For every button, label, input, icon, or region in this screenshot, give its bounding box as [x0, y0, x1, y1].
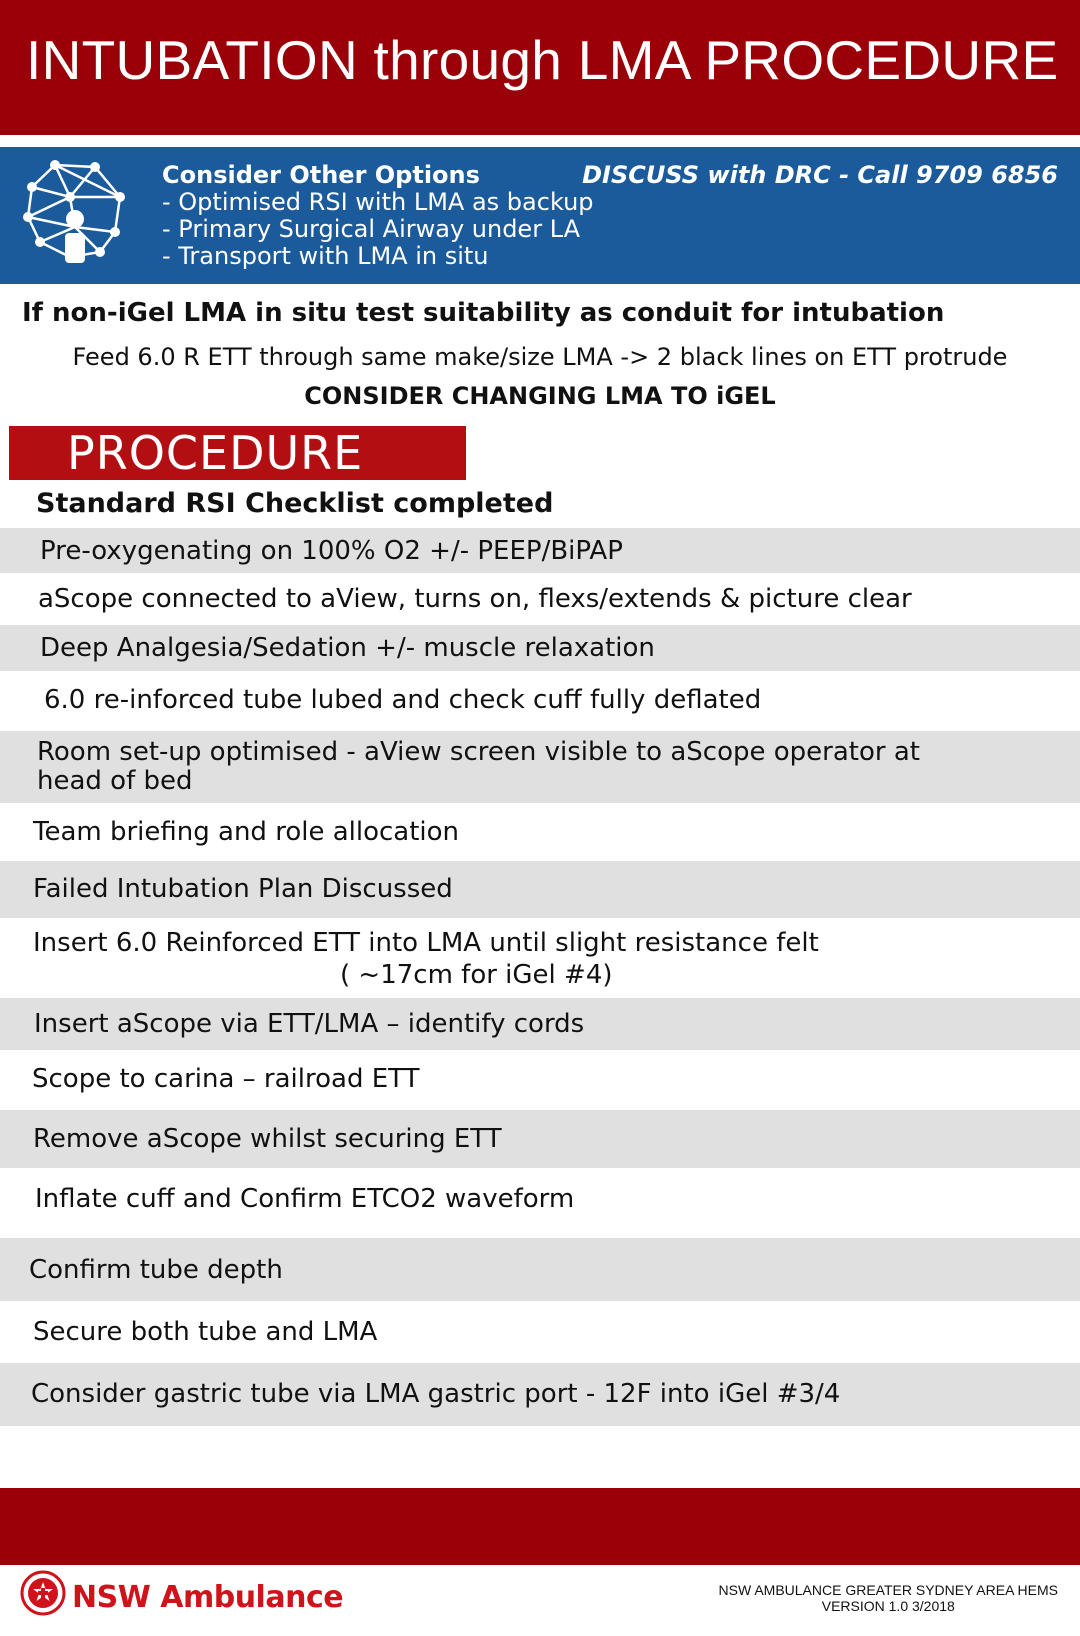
option-item: - Optimised RSI with LMA as backup	[162, 188, 594, 216]
other-options-box	[0, 147, 1080, 284]
footer-bar	[0, 1488, 1080, 1565]
procedure-label: PROCEDURE	[67, 426, 364, 480]
procedure-step	[0, 998, 1080, 1050]
suitability-test-line: Feed 6.0 R ETT through same make/size LMA -> 2 black lines on ETT protrude	[72, 343, 1008, 371]
checklist-heading: Standard RSI Checklist completed	[36, 488, 554, 519]
procedure-step	[0, 1238, 1080, 1301]
procedure-step	[0, 803, 1080, 861]
version-line: NSW AMBULANCE GREATER SYDNEY AREA HEMS	[718, 1582, 1058, 1598]
step-text: Inflate cuff and Confirm ETCO2 waveform	[35, 1184, 575, 1214]
step-text: Remove aScope whilst securing ETT	[33, 1124, 502, 1154]
step-text: Scope to carina – railroad ETT	[32, 1064, 420, 1094]
consider-igel-text: CONSIDER CHANGING LMA TO iGEL	[304, 382, 776, 410]
procedure-step	[0, 1301, 1080, 1363]
other-options-heading: Consider Other Options	[162, 161, 480, 189]
procedure-step	[0, 1363, 1080, 1426]
procedure-step	[0, 528, 1080, 573]
step-text: Confirm tube depth	[29, 1255, 283, 1285]
page-title: INTUBATION through LMA PROCEDURE	[26, 29, 1059, 91]
step-text: Consider gastric tube via LMA gastric port - 12F into iGel #3/4	[31, 1379, 841, 1409]
title-bar	[0, 0, 1080, 135]
step-text: Team briefing and role allocation	[33, 817, 460, 847]
version-line: VERSION 1.0 3/2018	[821, 1598, 955, 1614]
suitability-heading: If non-iGel LMA in situ test suitability as conduit for intubation	[22, 298, 945, 328]
procedure-step	[0, 1110, 1080, 1168]
procedure-step	[0, 625, 1080, 671]
option-item: - Primary Surgical Airway under LA	[162, 215, 581, 243]
step-text: Room set-up optimised - aView screen visible to aScope operator at	[37, 737, 920, 767]
version-block	[719, 1582, 1058, 1614]
discuss-drc-text: DISCUSS with DRC - Call 9709 6856	[582, 161, 1058, 189]
other-options-list	[162, 161, 594, 270]
step-text: ( ~17cm for iGel #4)	[340, 960, 613, 990]
step-text: Secure both tube and LMA	[33, 1317, 378, 1347]
step-text: aScope connected to aView, turns on, flexs/extends & picture clear	[38, 584, 912, 614]
procedure-step	[0, 1168, 1080, 1238]
procedure-step	[0, 1050, 1080, 1110]
procedure-step	[0, 573, 1080, 625]
procedure-banner	[9, 426, 466, 480]
procedure-step	[0, 731, 1080, 803]
procedure-step	[0, 671, 1080, 731]
step-text: Insert aScope via ETT/LMA – identify cords	[34, 1009, 585, 1039]
step-text: 6.0 re-inforced tube lubed and check cuff fully deflated	[44, 685, 762, 715]
step-text: Failed Intubation Plan Discussed	[33, 874, 453, 904]
logo-text: NSW Ambulance	[72, 1580, 344, 1615]
nsw-ambulance-star-icon	[20, 1570, 66, 1616]
step-text: Deep Analgesia/Sedation +/- muscle relaxation	[40, 633, 655, 663]
procedure-step	[0, 918, 1080, 998]
option-item: - Transport with LMA in situ	[162, 242, 489, 270]
procedure-step	[0, 861, 1080, 918]
step-text: head of bed	[37, 766, 193, 796]
step-text: Pre-oxygenating on 100% O2 +/- PEEP/BiPAP	[40, 536, 623, 566]
nsw-ambulance-logo	[20, 1570, 344, 1625]
network-person-icon	[20, 157, 130, 272]
step-text: Insert 6.0 Reinforced ETT into LMA until slight resistance felt	[33, 928, 819, 958]
